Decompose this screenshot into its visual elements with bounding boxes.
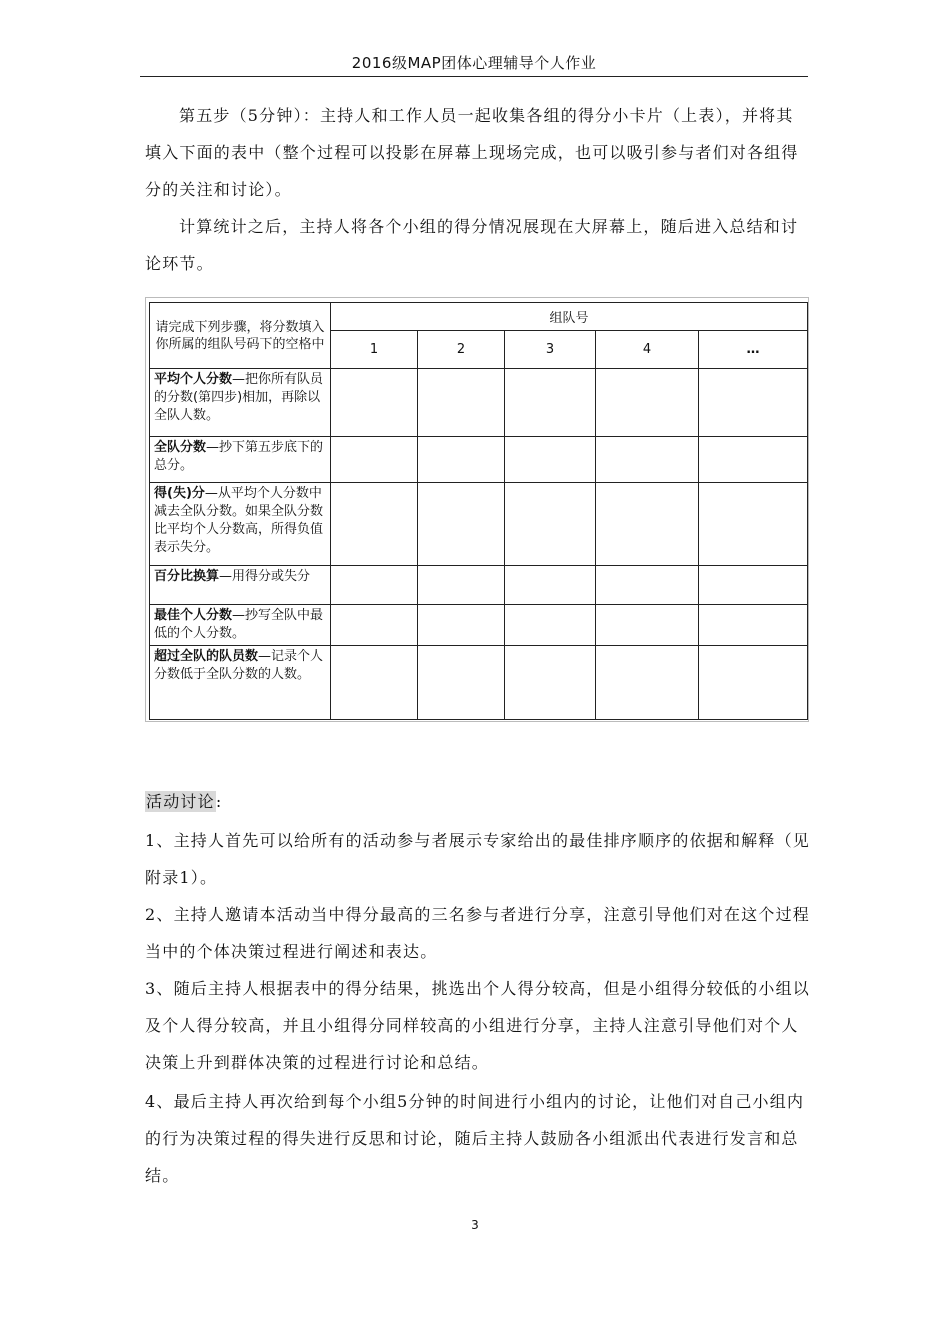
score-cell[interactable]: [418, 566, 505, 605]
score-cell[interactable]: [505, 646, 596, 720]
score-cell[interactable]: [418, 369, 505, 437]
score-cell[interactable]: [505, 369, 596, 437]
score-cell[interactable]: [331, 646, 418, 720]
discussion-title-highlight: 活动讨论: [146, 792, 215, 811]
table-group-header: 组队号: [331, 303, 808, 331]
score-cell[interactable]: [505, 605, 596, 646]
row-label-members-above-team: 超过全队的队员数—记录个人分数低于全队分数的人数。: [150, 646, 331, 720]
team-number-3: 3: [505, 331, 596, 369]
paragraph-step5: 第五步（5分钟）：主持人和工作人员一起收集各组的得分小卡片（上表），并将其填入下面的表中（整个过程可以投影在屏幕上现场完成，也可以吸引参与者们对各组得分的关注和讨论）。: [145, 106, 799, 199]
team-number-2: 2: [418, 331, 505, 369]
team-number-1: 1: [331, 331, 418, 369]
score-cell[interactable]: [596, 605, 699, 646]
score-cell[interactable]: [699, 566, 808, 605]
score-cell[interactable]: [331, 605, 418, 646]
score-cell[interactable]: [331, 369, 418, 437]
paragraph-after-calc: 计算统计之后，主持人将各个小组的得分情况展现在大屏幕上，随后进入总结和讨论环节。: [145, 217, 799, 273]
page-header-title: 2016级MAP团体心理辅导个人作业: [351, 54, 597, 72]
score-cell[interactable]: [596, 437, 699, 483]
discussion-title-colon: :: [215, 792, 223, 811]
score-cell[interactable]: [331, 566, 418, 605]
score-cell[interactable]: [699, 646, 808, 720]
row-label-average-score: 平均个人分数—把你所有队员的分数(第四步)相加，再除以全队人数。: [150, 369, 331, 437]
discussion-item-4: 4、最后主持人再次给到每个小组5分钟的时间进行小组内的讨论，让他们对自己小组内的行为决策过程的得失进行反思和讨论，随后主持人鼓励各小组派出代表进行发言和总结。: [145, 1092, 805, 1185]
team-number-4: 4: [596, 331, 699, 369]
score-cell[interactable]: [418, 605, 505, 646]
score-cell[interactable]: [505, 437, 596, 483]
table-row: [150, 605, 808, 646]
score-table: [149, 302, 808, 720]
score-cell[interactable]: [699, 369, 808, 437]
score-cell[interactable]: [505, 566, 596, 605]
row-label-team-score: 全队分数—抄下第五步底下的总分。: [150, 437, 331, 483]
score-cell[interactable]: [418, 437, 505, 483]
table-row: [150, 566, 808, 605]
table-header-instruction: 请完成下列步骤，将分数填入你所属的组队号码下的空格中: [150, 303, 331, 369]
table-row: [150, 437, 808, 483]
score-cell[interactable]: [699, 483, 808, 566]
row-label-best-individual: 最佳个人分数—抄写全队中最低的个人分数。: [150, 605, 331, 646]
table-row: [150, 646, 808, 720]
score-cell[interactable]: [505, 483, 596, 566]
score-cell[interactable]: [699, 605, 808, 646]
score-cell[interactable]: [699, 437, 808, 483]
discussion-item-2: 2、主持人邀请本活动当中得分最高的三名参与者进行分享，注意引导他们对在这个过程当中的个体决策过程进行阐述和表达。: [145, 905, 810, 961]
score-cell[interactable]: [596, 369, 699, 437]
discussion-item-1: 1、主持人首先可以给所有的活动参与者展示专家给出的最佳排序顺序的依据和解释（见附录1）。: [145, 831, 810, 887]
score-cell[interactable]: [596, 566, 699, 605]
score-cell[interactable]: [331, 483, 418, 566]
header-divider: [140, 76, 808, 77]
discussion-item-3: 3、随后主持人根据表中的得分结果，挑选出个人得分较高，但是小组得分较低的小组以及个人得分较高，并且小组得分同样较高的小组进行分享，主持人注意引导他们对个人决策上升到群体决策的过程进行讨论和总结。: [145, 979, 810, 1072]
score-cell[interactable]: [596, 646, 699, 720]
score-cell[interactable]: [596, 483, 699, 566]
score-cell[interactable]: [418, 646, 505, 720]
row-label-gain-loss: 得(失)分—从平均个人分数中减去全队分数。如果全队分数比平均个人分数高，所得负值表示失分。: [150, 483, 331, 566]
score-cell[interactable]: [331, 437, 418, 483]
page-number: 3: [471, 1218, 479, 1232]
team-number-more: …: [699, 331, 808, 369]
score-cell[interactable]: [418, 483, 505, 566]
table-row: [150, 483, 808, 566]
table-row: [150, 369, 808, 437]
row-label-percentage: 百分比换算—用得分或失分: [150, 566, 331, 605]
discussion-title: [145, 788, 222, 816]
